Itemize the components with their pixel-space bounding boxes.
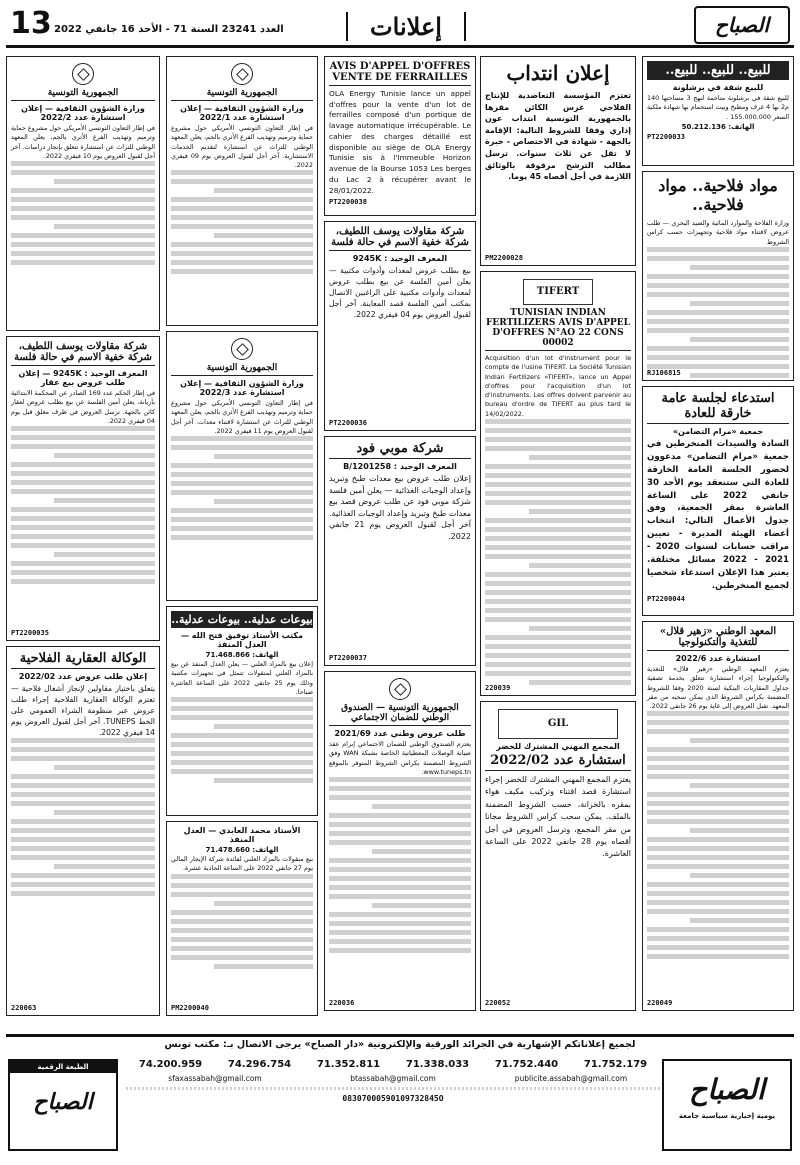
- newspaper-logo: الصباح: [694, 6, 790, 44]
- ad-title: TUNISIAN INDIAN FERTILIZERS AVIS D'APPEL D'OFFRES N°AO 22 CONS 00002: [485, 308, 631, 351]
- ad-culture-consultation-3: [166, 331, 318, 601]
- ad-ref: 220036: [329, 999, 355, 1007]
- ad-scrap-sale: [324, 56, 476, 216]
- issue-info: العدد 23241 السنة 71 - الأحد 16 جانفي 2022: [54, 24, 284, 35]
- email-link[interactable]: publicite.assabah@gmail.com: [514, 1074, 628, 1083]
- ad-body: يتعلق باختيار مقاولين لإنجاز أشغال فلاحية — تعتزم الوكالة العقارية الفلاحية إجراء طلب عروض عبر منظومة الشراء العمومي على الخط TUNEPS. آخر أجل لقبول العروض يوم 14 فيفري 2022.: [11, 684, 155, 737]
- email-link[interactable]: sfaxassabah@gmail.com: [168, 1074, 262, 1083]
- phone-number[interactable]: 71.352.811: [316, 1059, 381, 1070]
- footer-banner: لجميع إعلاناتكم الإشهارية في الجرائد الورقية والإلكترونية «دار الصباح» يرجى الاتصال بـ: مكتب تونس: [164, 1039, 636, 1050]
- ad-phone: الهاتف: 50.212.136: [681, 122, 755, 131]
- ad-subtitle: المعرف الوحيد : 9245K — إعلان طلب عروض بيع عقار: [18, 369, 148, 387]
- emblem-icon: [72, 63, 94, 85]
- emblem-icon: [231, 338, 253, 360]
- ad-phone: الهاتف: 71.468.866: [205, 651, 279, 659]
- ad-ref: PM2200028: [485, 254, 523, 262]
- ad-recruitment: [480, 56, 636, 266]
- ad-bankruptcy-property: [6, 336, 160, 641]
- footer-logo-name: الصباح: [33, 1089, 93, 1115]
- footer-logo-name: الصباح: [689, 1073, 765, 1106]
- emblem-icon: [389, 678, 411, 700]
- ad-judicial-sale-2: [166, 821, 318, 1016]
- email-link[interactable]: btassabah@gmail.com: [350, 1074, 436, 1083]
- footer-contacts: [126, 1059, 660, 1151]
- column-5: [6, 56, 160, 1016]
- ad-subtitle: مكتب الأستاذ توفيق فتح الله — العدل المنفذ: [180, 631, 304, 649]
- ad-title: الجمهورية التونسية — الصندوق الوطني للضمان الاجتماعي: [329, 703, 471, 726]
- ad-title: المعهد الوطني «زهير قلال» للتغذية والتكنولوجيا: [647, 626, 789, 651]
- ad-nutrition-institute: [642, 621, 794, 1011]
- ad-text-block: [11, 161, 155, 331]
- ad-sale-apartment: [642, 56, 794, 166]
- ad-subtitle: وزارة الشؤون الثقافية — إعلان استشارة عدد 2022/1: [180, 104, 304, 122]
- ad-title: شركة مقاولات يوسف اللطيف، شركة خفية الاسم في حالة فلسة: [329, 226, 471, 251]
- footer-phones: [126, 1059, 660, 1070]
- ad-ref: PM2200040: [171, 1004, 209, 1012]
- ad-body: وزارة الفلاحة والموارد المائية والصيد البحري — طلب عروض لاقتناء مواد فلاحية وتجهيزات حسب كراس الشروط: [647, 219, 789, 246]
- ad-body: بيع منقولات بالمزاد العلني لفائدة شركة الإيجار المالي يوم 27 جانفي 2022 على الساعة الحادية عشرة.: [171, 855, 313, 873]
- ad-ref: PT2200038: [329, 198, 367, 207]
- emblem-icon: [231, 63, 253, 85]
- ad-agri-materials: [642, 171, 794, 381]
- ad-body: في إطار التعاون التونسي الأمريكي حول مشروع حماية وترميم وتهذيب الفرع الأثري بالجم، يعلن المعهد الوطني للتراث عن استشارة تتعلق بإنجاز دراسات. آخر أجل لقبول العروض يوم 10 فيفري 2022.: [11, 124, 155, 160]
- ad-subtitle: المعرف الوحيد : 9245K: [352, 254, 448, 263]
- page-number: 13: [10, 6, 52, 41]
- ad-title: إعلان انتداب: [506, 61, 610, 85]
- ad-title: شركة مقاولات يوسف اللطيف، شركة خفية الاسم في حالة فلسة: [11, 341, 155, 366]
- ad-subtitle: المعرف الوحيد : 1201258/B: [343, 462, 457, 471]
- footer-logo-tagline: يومية إخبارية سياسية جامعة: [678, 1112, 776, 1120]
- phone-number[interactable]: 71.752.440: [494, 1059, 559, 1070]
- ad-body: السادة والسيدات المنخرطين في جمعية «مرام التضامن» مدعوون لحضور الجلسة العامة الخارقة للعادة التي ستنعقد يوم الأحد 30 جانفي 2022 على الساعة العاشرة بمقر الجمعية، وفق جدول الأعمال التالي: انتخاب أعضاء الهيئة المديرة - تعيين مراقب حسابات لسنوات 2020 - 2021 - 2022 مسائل مختلفة. يعتبر هذا الإعلان استدعاء شخصيا لجميع المنخرطين.: [647, 439, 789, 591]
- ad-body: إعلان بيع بالمزاد العلني — يعلن العدل المنفذ عن بيع بالمزاد العلني لمنقولات تتمثل في تجهيزات مكتبية وذلك يوم 25 جانفي 2022 على الساعة العاشرة صباحا.: [171, 660, 313, 696]
- ad-subtitle: للبيع شقة في برشلونة: [672, 83, 764, 92]
- ad-vegetables-group: [480, 701, 636, 1011]
- ad-ref: RJ106815: [647, 369, 681, 377]
- ad-bankruptcy-office: [324, 221, 476, 431]
- column-4: [166, 56, 318, 1016]
- ad-body: بيع بطلب عروض لمعدات وأدوات مكتبية — يعلن أمين الفلسة عن بيع بطلب عروض لمعدات وأدوات مكتبية على الراغبين الاتصال بمكتب أمين الفلسة قصد المعاينة. آخر أجل لقبول العروض يوم 04 فيفري 2022.: [329, 266, 471, 319]
- phone-number[interactable]: 74.200.959: [138, 1059, 203, 1070]
- ad-ref: 220049: [647, 999, 673, 1007]
- ad-text-block: [647, 247, 789, 381]
- page-footer: [6, 1034, 794, 1158]
- ad-body: Acquisition d'un lot d'instrument pour le compte de l'usine TIFERT. La Société Tunisian Indian Fertilizers «TIFERT», lance un Appel d'offres pour l'acquisition d'un lot d'instruments. Les offres doivent parvenir au bureau d'ordre de TIFERT au plus tard le 14/02/2022.: [485, 354, 631, 418]
- ad-subtitle: وزارة الشؤون الثقافية — إعلان استشارة عدد 2022/2: [21, 104, 145, 122]
- ad-text-block: [171, 170, 313, 326]
- footer-emails: [126, 1074, 660, 1083]
- phone-number[interactable]: 74.296.754: [227, 1059, 292, 1070]
- ad-judicial-sale-1: [166, 606, 318, 816]
- phone-number[interactable]: 71.338.033: [405, 1059, 470, 1070]
- ad-body: يعتزم الصندوق الوطني للضمان الاجتماعي إبرام عقد صيانة الوصلات المعطياتية الخاصة بشبكة WAN وفق الشروط المضمنة بكراس الشروط المتوفر بالموقع www.tuneps.tn.: [329, 740, 471, 776]
- ad-ref: 220039: [485, 684, 511, 692]
- ad-subtitle: الأستاذ محمد العابدي — العدل المنفذ: [183, 826, 301, 844]
- ad-body: للبيع شقة في برشلونة متاخمة لنهج 3 مساحتها 140 م2 بها 4 غرف ومطبخ وبيت استحمام بها شهادة ملكية السعر 155.000.000 .: [647, 94, 790, 121]
- ad-subtitle: وزارة الشؤون الثقافية — إعلان استشارة عدد 2022/3: [180, 379, 304, 397]
- column-1: [642, 56, 794, 1016]
- ad-ref: PT2200035: [11, 629, 49, 637]
- ad-agri-land-agency: [6, 646, 160, 1016]
- ad-body: يعتزم المجمع المهني المشترك للخضر إجراء استشارة قصد اقتناء وتركيب مكيف هواء بمقره بالخزانة، حسب الشروط المضمنة بالملف. يمكن سحب كراس الشروط مجانا من مقر المجمع، وترسل العروض في أجل أقصاه يوم 28 جانفي 2022 على الساعة العاشرة.: [485, 775, 631, 859]
- column-2: [480, 56, 636, 1016]
- ad-text-block: [647, 711, 789, 1011]
- page-header: [6, 4, 794, 48]
- ad-subtitle: إعلان طلب عروض عدد 2022/02: [18, 672, 148, 681]
- ad-title: الوكالة العقارية الفلاحية: [11, 651, 155, 669]
- ad-text-block: [171, 697, 313, 816]
- ad-title: الجمهورية التونسية: [171, 363, 313, 376]
- ad-mobi-food: [324, 436, 476, 666]
- ad-body: تعتزم المؤسسة التعاضدية للإنتاج الفلاحي غرس الكائن مقرها بالجمهورية التونسية انتداب عون إداري وفقا للشروط التالية: الإقامة بالجهة - شهادة في الاختصاص - خبرة لا تقل عن ثلاث سنوات. ترسل مطالب الترشح مرفوقة بالوثائق اللازمة في أجل أقصاه 45 يوما.: [485, 91, 631, 182]
- phone-number[interactable]: 71.752.179: [583, 1059, 648, 1070]
- ad-body: إعلان طلب عروض بيع معدات طبخ وتبريد وإعداد الوجبات الغذائية — يعلن أمين فلسة شركة موبي فود عن طلب عروض قصد بيع معدات طبخ وتبريد وإعداد الوجبات الغذائية. آخر أجل لقبول العروض يوم 21 جانفي 2022.: [329, 474, 471, 541]
- ad-tifert-tender: [480, 271, 636, 696]
- footer-logo-caption: الطبعة الرقمية: [10, 1061, 116, 1073]
- ad-body: OLA Energy Tunisie lance un appel d'offres pour la vente d'un lot de ferrailles composé d'un portique de lavage automatique irrécupérable. Le cahier des charges détaillé est disponible au siège de OLA Energy Tunisie sis à l'Immeuble Horizon avenue de la Bourse 1053 Les berges du Lac 2 à récupérer avant le 28/01/2022.: [329, 89, 471, 195]
- ad-title: مواد فلاحية.. مواد فلاحية..: [658, 176, 778, 214]
- ad-title: بيوعات عدلية.. بيوعات عدلية..: [171, 613, 313, 626]
- ad-body: يعتزم المعهد الوطني «زهير قلال» للتغذية والتكنولوجيا إجراء استشارة تتعلق بخدمة تصفية جداول المقاربات البنكية لسنة 2020 وفقا للشروط المضمنة بكراس الشروط الذي يمكن سحبه من مقر المعهد. تقبل العروض إلى غاية يوم 26 جانفي 2022.: [647, 665, 790, 711]
- footer-divider: [126, 1087, 660, 1090]
- tifert-logo: TIFERT: [523, 279, 593, 305]
- ad-text-block: [171, 436, 313, 601]
- ad-title: استشارة عدد 2022/02: [485, 753, 631, 771]
- section-title: إعلانات: [346, 12, 466, 41]
- ad-ref: PT2200044: [647, 594, 685, 603]
- ad-title: الجمهورية التونسية: [11, 88, 155, 101]
- ad-body: في إطار التعاون التونسي الأمريكي حول مشروع حماية وترميم وتهذيب الفرع الأثري بالجم، يعلن المعهد الوطني للتراث عن استشارة لاقتناء معدات. آخر أجل لقبول العروض يوم 11 فيفري 2022.: [171, 399, 313, 435]
- footer-logo-digital: [8, 1059, 118, 1151]
- ad-culture-consultation-2: [6, 56, 160, 331]
- ad-culture-consultation-1: [166, 56, 318, 326]
- ad-title: شركة موبي فود: [329, 441, 471, 459]
- ad-text-block: [329, 777, 471, 1011]
- footer-rib: 08307000590109732845O: [342, 1094, 444, 1103]
- ad-title: استدعاء لجلسة عامة خارقة للعادة: [647, 391, 789, 424]
- footer-logo-print: [662, 1059, 792, 1151]
- column-3: [324, 56, 476, 1016]
- ad-title: AVIS D'APPEL D'OFFRES VENTE DE FERRAILLES: [329, 61, 471, 86]
- ad-general-assembly: [642, 386, 794, 616]
- ad-title: للبيع.. للبيع.. للبيع..: [647, 61, 789, 80]
- ad-body: في إطار الحكم عدد 169 الصادر عن المحكمة الابتدائية بأريانة، يعلن أمين الفلسة عن بيع بطلب عروض لعقار كائن بالجهة. ترسل العروض في ظرف مغلق قبل يوم 04 فيفري 2022.: [11, 389, 155, 425]
- ad-body: في إطار التعاون التونسي الأمريكي حول مشروع حماية وترميم وتهذيب الفرع الأثري بالجم، يعلن المعهد الوطني للتراث عن استشارة لتقديم الخدمات الاستشارية. آخر أجل لقبول العروض يوم 09 فيفري 2022.: [171, 124, 314, 170]
- ad-phone: الهاتف: 71.478.660: [205, 846, 279, 854]
- ad-ref: 220063: [11, 1004, 37, 1012]
- ad-text-block: [11, 426, 155, 641]
- ad-subtitle: طلب عروض وطني عدد 2021/69: [334, 729, 466, 738]
- ad-ref: PT2200037: [329, 654, 367, 662]
- ad-text-block: [11, 738, 155, 1016]
- ad-ref: PT2200036: [329, 419, 367, 427]
- ad-subtitle: جمعية «مرام التضامن»: [672, 427, 764, 436]
- ad-ref: PT2200033: [647, 132, 685, 141]
- ad-subtitle: استشارة عدد 2022/6: [675, 654, 761, 663]
- ad-subtitle: المجمع المهني المشترك للخضر: [496, 742, 620, 751]
- gil-logo: GIL: [498, 709, 618, 739]
- ad-text-block: [171, 874, 313, 1016]
- ad-title: الجمهورية التونسية: [171, 88, 313, 101]
- ad-text-block: [485, 419, 631, 696]
- ad-ref: 220052: [485, 999, 511, 1007]
- ad-cnss-tender: [324, 671, 476, 1011]
